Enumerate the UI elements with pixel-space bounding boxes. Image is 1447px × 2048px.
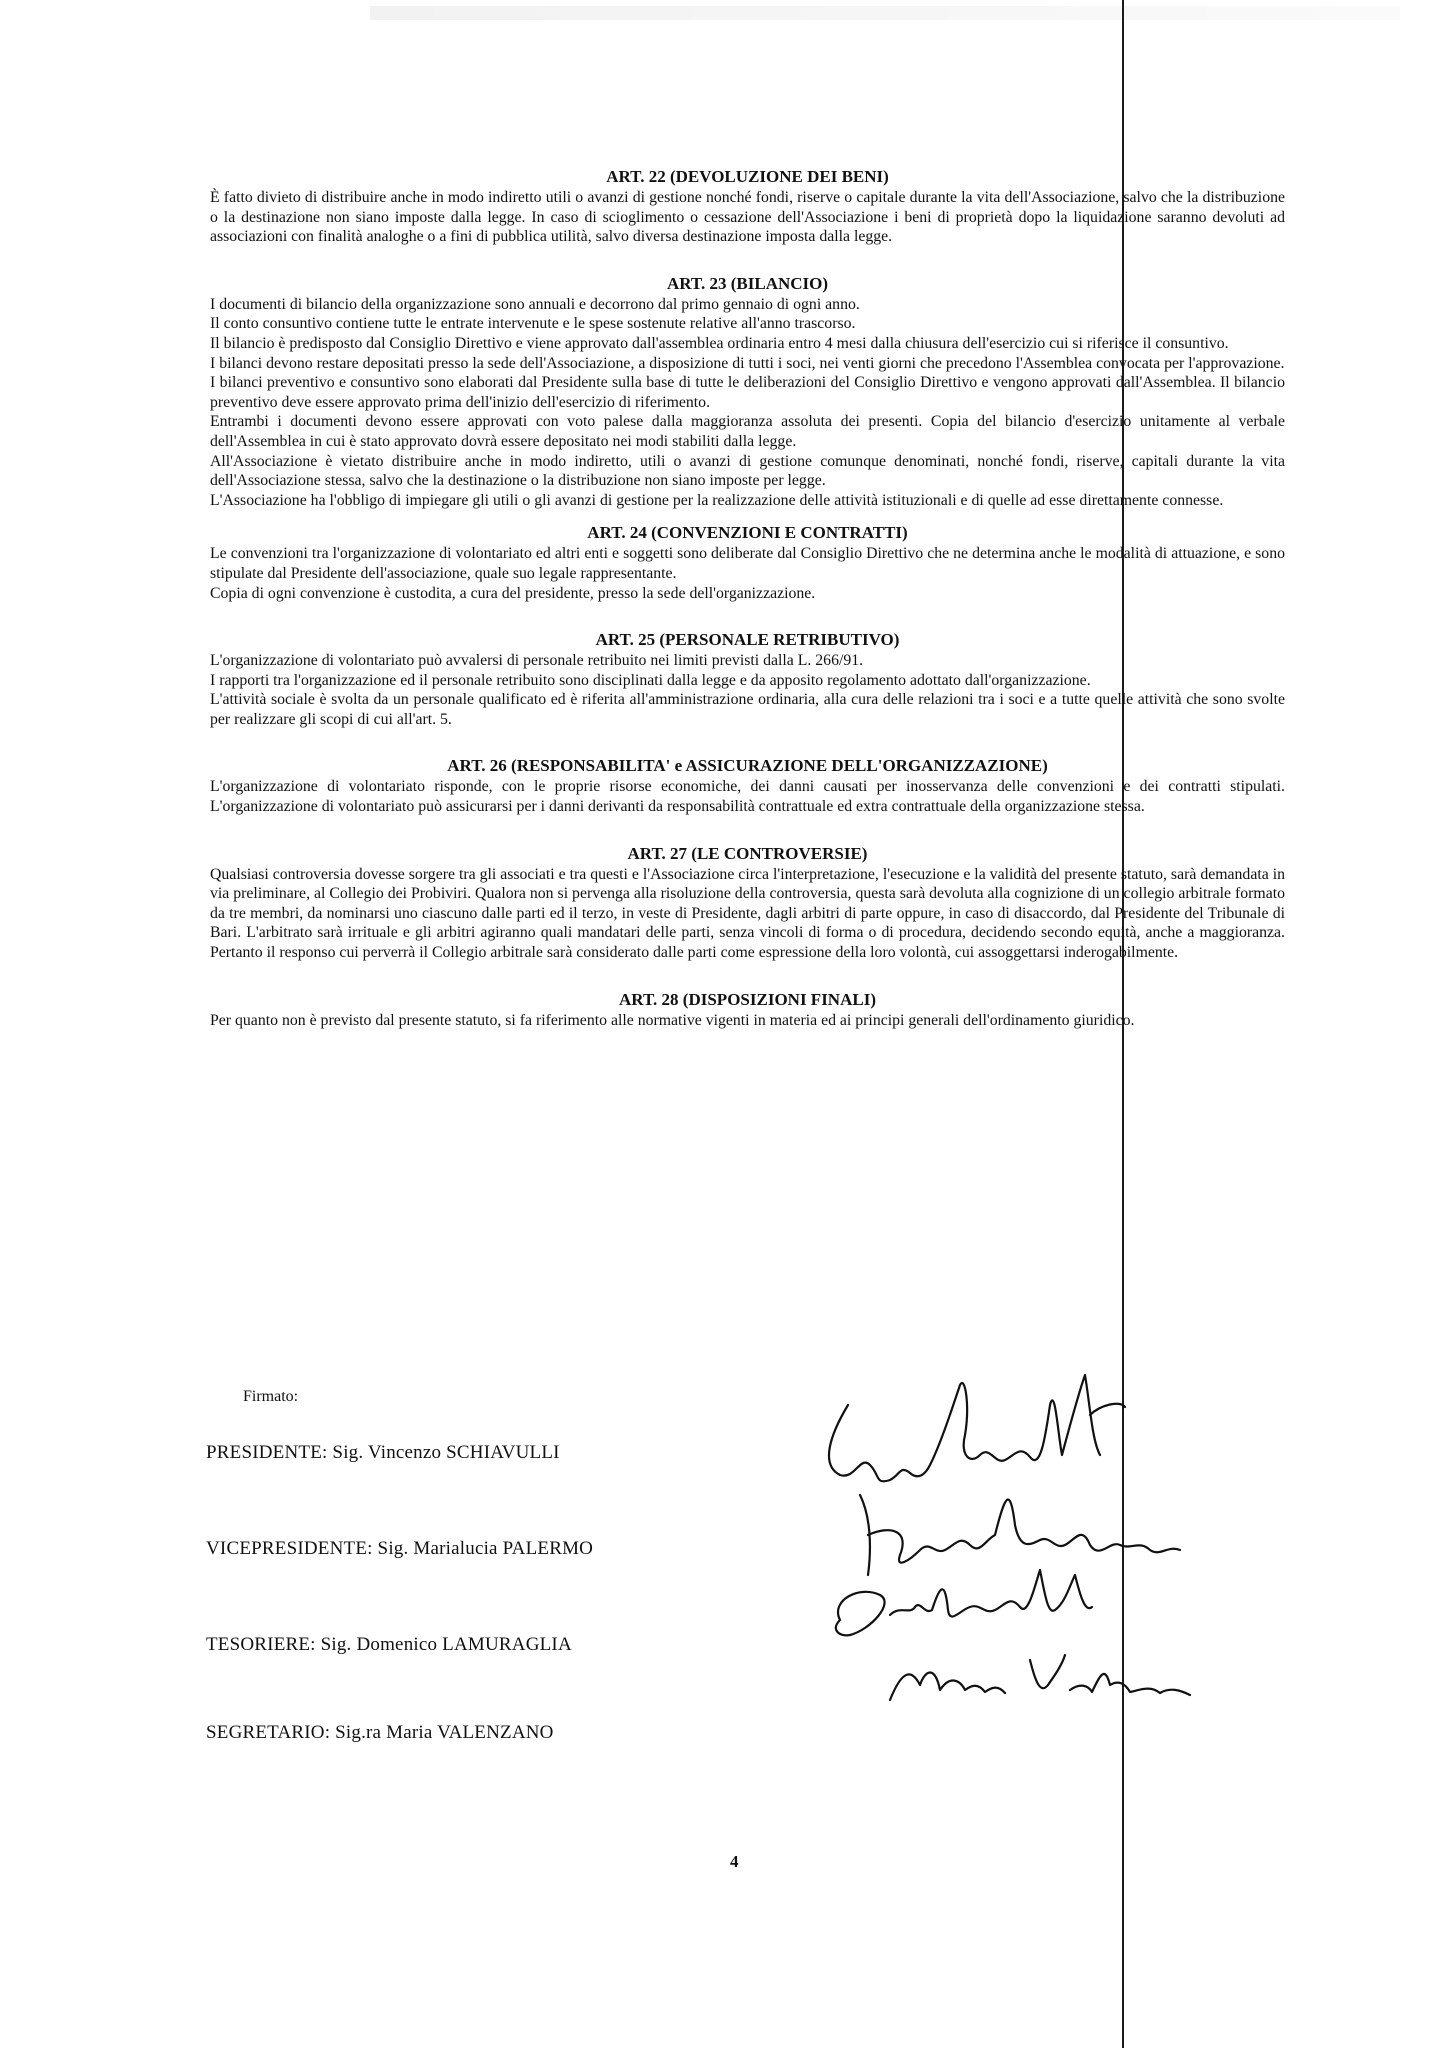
article-paragraph: Qualsiasi controversia dovesse sorgere tra gli associati e tra questi e l'Associazione circa l'interpretazione, l'esecuzione e la validità del presente statuto, sarà demandata in via preliminare, al Collegio dei Probiviri. Qualora non si pervenga alla risoluzione della controversia, questa sarà devoluta alla cognizione di un collegio arbitrale formato da tre membri, da nominarsi uno ciascuno dalle parti ed il terzo, in veste di Presidente, dagli arbitri di parte oppure, in caso di disaccordo, dal Presidente del Tribunale di Bari. L'arbitrato sarà irrituale e gli arbitri agiranno quali mandatari delle parti, senza vincoli di forma o di procedura, decidendo secondo equità, anche a maggioranza. Pertanto il responso cui perverrà il Collegio arbitrale sarà considerato dalle parti come espressione della loro volontà, cui assoggettarsi inderogabilmente. bbox=[210, 865, 1285, 962]
article-paragraph: L'organizzazione di volontariato può avvalersi di personale retribuito nei limiti previsti dalla L. 266/91. bbox=[210, 652, 864, 670]
role-secretary: SEGRETARIO: Sig.ra Maria VALENZANO bbox=[206, 1722, 554, 1743]
article-title: ART. 23 (BILANCIO) bbox=[666, 273, 829, 293]
article-paragraph: Per quanto non è previsto dal presente statuto, si fa riferimento alle normative vigenti in materia ed ai principi generali dell'ordinamento giuridico. bbox=[210, 1011, 1135, 1029]
article-paragraph: I bilanci preventivo e consuntivo sono elaborati dal Presidente sulla base di tutte le deliberazioni del Consiglio Direttivo e vengono approvati dall'Assemblea. Il bilancio preventivo deve essere approvato prima dell'inizio dell'esercizio di riferimento. bbox=[210, 374, 1285, 411]
article-28 bbox=[210, 989, 1285, 1031]
statute-body bbox=[210, 166, 1285, 1042]
handwritten-signatures bbox=[800, 1345, 1260, 1725]
article-paragraph: È fatto divieto di distribuire anche in modo indiretto utili o avanzi di gestione nonché fondi, riserve o capitale durante la vita dell'Associazione, salvo che la distribuzione o la destinazione non siano imposte dalla legge. In caso di scioglimento o cessazione dell'Associazione i beni di proprietà dopo la liquidazione saranno devoluti ad associazioni con finalità analoghe o a fini di pubblica utilità, salvo diversa destinazione imposta dalla legge. bbox=[210, 189, 1285, 246]
article-title: ART. 25 (PERSONALE RETRIBUTIVO) bbox=[595, 630, 900, 650]
article-paragraph: All'Associazione è vietato distribuire anche in modo indiretto, utili o avanzi di gestione comunque denominati, nonché fondi, riserve, capitali durante la vita dell'Associazione stessa, salvo che la destinazione o la distribuzione non siano imposte per legge. bbox=[210, 452, 1285, 490]
article-title: ART. 22 (DEVOLUZIONE DEI BENI) bbox=[606, 167, 889, 186]
article-paragraph: L'Associazione ha l'obbligo di impiegare gli utili o gli avanzi di gestione per la realizzazione delle attività istituzionali e di quelle ad esse direttamente connesse. bbox=[210, 491, 1224, 509]
page-number: 4 bbox=[730, 1852, 739, 1871]
article-paragraph: Le convenzioni tra l'organizzazione di volontariato ed altri enti e soggetti sono deliberate dal Consiglio Direttivo che ne determina anche le modalità di attuazione, e sono stipulate dal Presidente dell'associazione, quale suo legale rappresentante. bbox=[210, 545, 1285, 582]
article-27 bbox=[210, 843, 1285, 963]
article-26 bbox=[210, 755, 1285, 816]
article-23 bbox=[210, 273, 1285, 511]
signature-secretary bbox=[890, 1655, 1190, 1700]
signature-treasurer bbox=[836, 1570, 1092, 1635]
article-title: ART. 24 (CONVENZIONI E CONTRATTI) bbox=[587, 523, 908, 543]
article-paragraph: Il conto consuntivo contiene tutte le entrate intervenute e le spese sostenute relative all'anno trascorso. bbox=[210, 315, 856, 333]
signed-label: Firmato: bbox=[243, 1388, 299, 1405]
article-paragraph: I bilanci devono restare depositati presso la sede dell'Associazione, a disposizione di tutti i soci, nei venti giorni che precedono l'Assemblea convocata per l'approvazione. bbox=[210, 354, 1285, 372]
article-title: ART. 28 (DISPOSIZIONI FINALI) bbox=[619, 989, 876, 1009]
role-president: PRESIDENTE: Sig. Vincenzo SCHIAVULLI bbox=[206, 1442, 560, 1463]
article-25 bbox=[210, 629, 1285, 729]
article-paragraph: Copia di ogni convenzione è custodita, a cura del presidente, presso la sede dell'organizzazione. bbox=[210, 584, 816, 602]
article-paragraph: Il bilancio è predisposto dal Consiglio Direttivo e viene approvato dall'assemblea ordinaria entro 4 mesi dalla chiusura dell'esercizio cui si riferisce il consuntivo. bbox=[210, 334, 1229, 352]
role-treasurer: TESORIERE: Sig. Domenico LAMURAGLIA bbox=[206, 1634, 572, 1655]
signature-president bbox=[829, 1375, 1125, 1481]
article-title: ART. 26 (RESPONSABILITA' e ASSICURAZIONE DELL'ORGANIZZAZIONE) bbox=[447, 756, 1048, 776]
article-24 bbox=[210, 522, 1285, 603]
role-vice-president: VICEPRESIDENTE: Sig. Marialucia PALERMO bbox=[206, 1538, 594, 1559]
signature-vice-president bbox=[860, 1495, 1180, 1575]
article-22 bbox=[210, 166, 1285, 247]
article-paragraph: I documenti di bilancio della organizzazione sono annuali e decorrono dal primo gennaio di ogni anno. bbox=[210, 295, 860, 313]
article-paragraph: L'attività sociale è svolta da un personale qualificato ed è riferita all'amministrazione ordinaria, alla cura delle relazioni tra i soci e a tutte quelle attività che sono svolte per realizzare gli scopi di cui all'art. 5. bbox=[210, 691, 1285, 728]
article-paragraph: Entrambi i documenti devono essere approvati con voto palese dalla maggioranza assoluta dei presenti. Copia del bilancio d'esercizio unitamente al verbale dell'Assemblea in cui è stato approvato dovrà essere depositato nei modi stabiliti dalla legge. bbox=[210, 413, 1285, 450]
article-title: ART. 27 (LE CONTROVERSIE) bbox=[627, 843, 868, 863]
scan-artifact bbox=[370, 6, 1400, 20]
article-paragraph: I rapporti tra l'organizzazione ed il personale retribuito sono disciplinati dalla legge e da apposito regolamento adottato dall'organizzazione. bbox=[210, 671, 1091, 689]
article-paragraph: L'organizzazione di volontariato risponde, con le proprie risorse economiche, dei danni causati per inosservanza delle convenzioni e dei contratti stipulati. L'organizzazione di volontariato può assicurarsi per i danni derivanti da responsabilità contrattuale ed extra contrattuale della organizzazione stessa. bbox=[210, 778, 1285, 816]
